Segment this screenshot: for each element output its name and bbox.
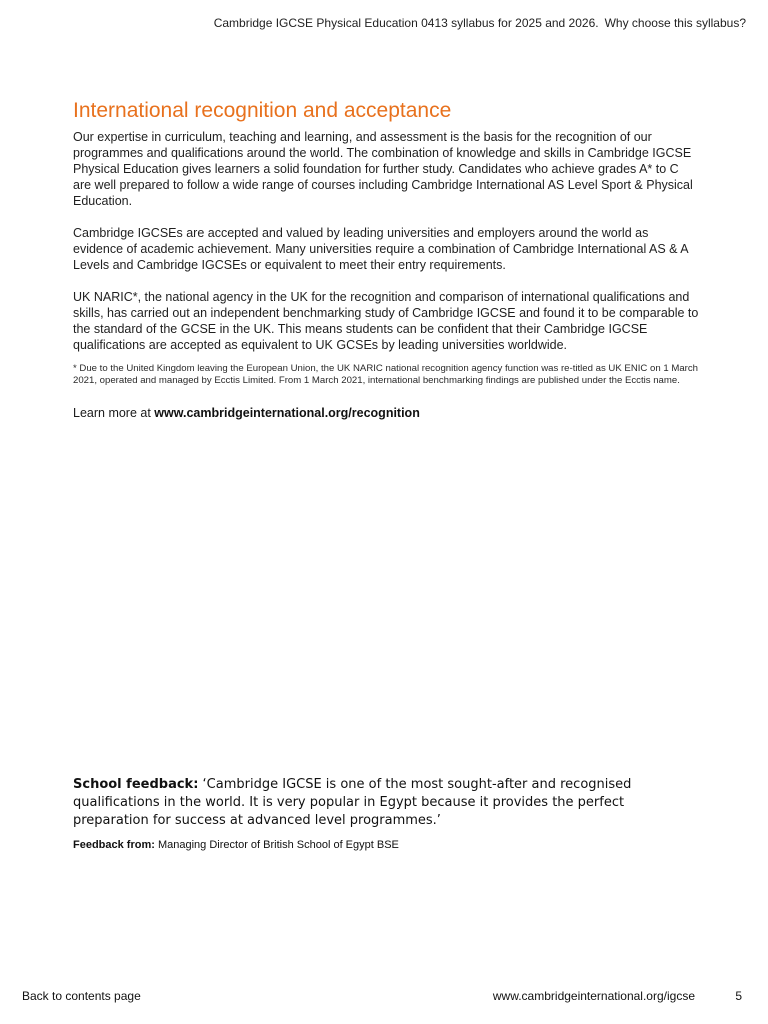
header-section-name: Why choose this syllabus? — [604, 16, 746, 30]
page-header — [214, 16, 746, 30]
footer-website-link[interactable]: www.cambridgeinternational.org/igcse — [492, 989, 695, 1003]
recognition-link[interactable]: www.cambridgeinternational.org/recognition — [154, 406, 420, 420]
feedback-label: School feedback: — [73, 777, 199, 792]
footnote: * Due to the United Kingdom leaving the European Union, the UK NARIC national recognition agency function was re-titled as UK ENIC on 1 March 2021, operated and managed by Ecctis Limited. From 1 March 2021, international benchmarking findings are published under the Ecctis name. — [73, 363, 698, 386]
feedback-quote-block — [73, 776, 673, 830]
learn-more-line — [73, 405, 699, 421]
feedback-source — [73, 838, 673, 852]
school-feedback — [73, 776, 673, 852]
paragraph-naric: UK NARIC*, the national agency in the UK for the recognition and comparison of international qualifications and skills, has carried out an independent benchmarking study of Cambridge IGCSE and found it to be comparable to the standard of the GCSE in the UK. This means students can be confident that their Cambridge IGCSE qualifications are accepted as equivalent to UK GCSEs by leading universities worldwide. — [73, 290, 699, 352]
page-number: 5 — [735, 989, 742, 1003]
header-doc-title: Cambridge IGCSE Physical Education 0413 syllabus for 2025 and 2026. — [213, 16, 599, 30]
back-to-contents-link[interactable]: Back to contents page — [22, 989, 141, 1003]
feedback-quote: ‘Cambridge IGCSE is one of the most sought-after and recognised qualifications in the world. It is very popular in Egypt because it provides the perfect preparation for success at advanced level programmes.’ — [73, 777, 632, 828]
feedback-from-label: Feedback from: — [73, 839, 155, 851]
paragraph-universities: Cambridge IGCSEs are accepted and valued by leading universities and employers around the world as evidence of academic achievement. Many universities require a combination of Cambridge International AS & A Levels and Cambridge IGCSEs or equivalent to meet their entry requirements. — [73, 226, 688, 272]
main-content — [73, 98, 699, 421]
paragraph-recognition: Our expertise in curriculum, teaching and learning, and assessment is the basis for the recognition of our programmes and qualifications around the world. The combination of knowledge and skills in Cambridge IGCSE Physical Education gives learners a solid foundation for further study. Candidates who achieve grades A* to C are well prepared to follow a wide range of courses including Cambridge International AS Level Sport & Physical Education. — [73, 130, 693, 208]
feedback-from-value: Managing Director of British School of Egypt BSE — [157, 839, 399, 851]
learn-more-prefix: Learn more at — [73, 406, 155, 420]
section-title: International recognition and acceptance — [73, 99, 452, 122]
